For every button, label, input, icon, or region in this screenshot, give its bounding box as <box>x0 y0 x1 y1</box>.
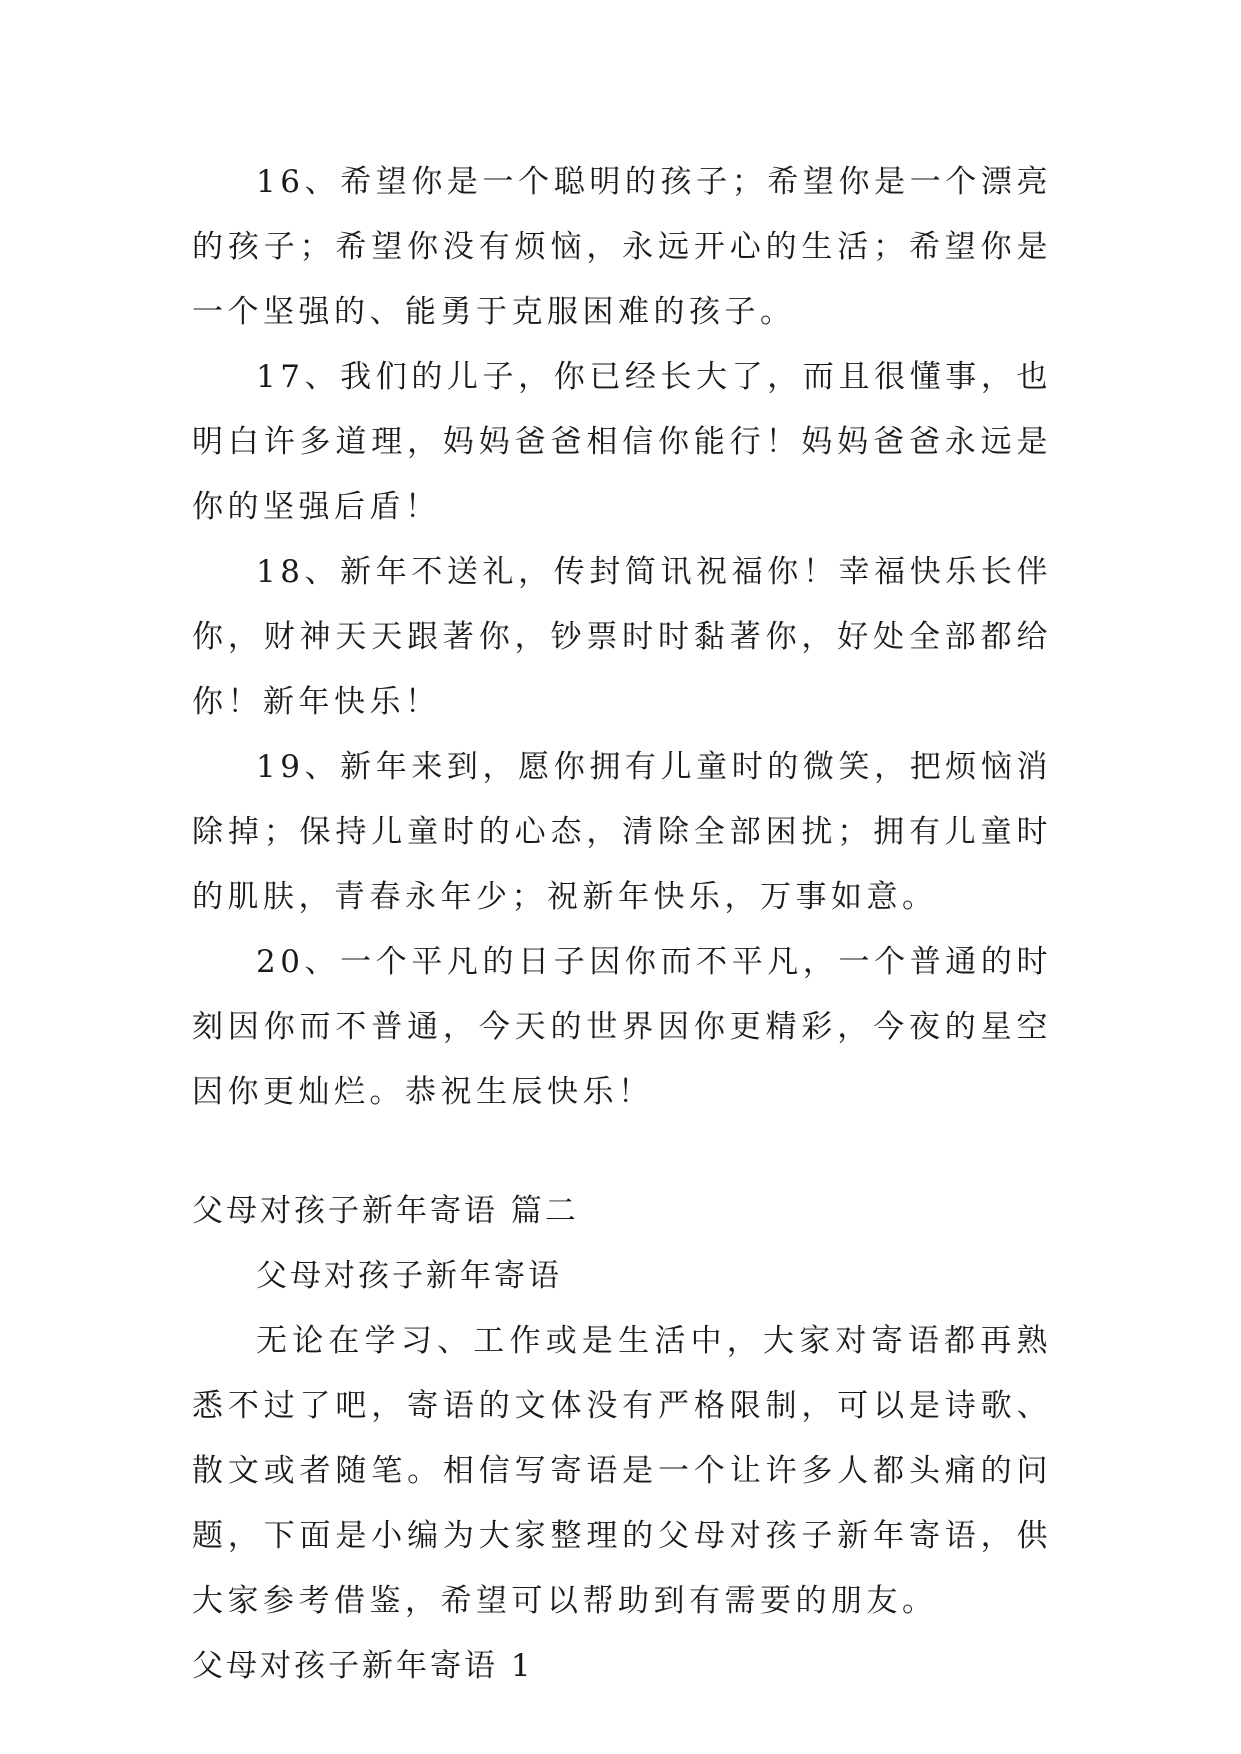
paragraph-18: 18、新年不送礼，传封简讯祝福你！幸福快乐长伴你，财神天天跟著你，钞票时时黏著你，好处全部都给你！新年快乐！ <box>192 554 1052 720</box>
item-heading: 父母对孩子新年寄语 1 <box>192 1648 534 1684</box>
paragraph-17: 17、我们的儿子，你已经长大了，而且很懂事，也明白许多道理，妈妈爸爸相信你能行！妈妈爸爸永远是你的坚强后盾！ <box>192 359 1052 525</box>
paragraph-19: 19、新年来到，愿你拥有儿童时的微笑，把烦恼消除掉；保持儿童时的心态，清除全部困扰；拥有儿童时的肌肤，青春永年少；祝新年快乐，万事如意。 <box>192 749 1052 915</box>
intro-paragraph: 无论在学习、工作或是生活中，大家对寄语都再熟悉不过了吧，寄语的文体没有严格限制，可以是诗歌、散文或者随笔。相信写寄语是一个让许多人都头痛的问题，下面是小编为大家整理的父母对孩子新年寄语，供大家参考借鉴，希望可以帮助到有需要的朋友。 <box>192 1323 1052 1619</box>
paragraph-16: 16、希望你是一个聪明的孩子；希望你是一个漂亮的孩子；希望你没有烦恼，永远开心的生活；希望你是一个坚强的、能勇于克服困难的孩子。 <box>192 164 1052 330</box>
paragraph-20: 20、一个平凡的日子因你而不平凡，一个普通的时刻因你而不普通，今天的世界因你更精彩，今夜的星空因你更灿烂。恭祝生辰快乐！ <box>192 944 1052 1110</box>
section-heading: 父母对孩子新年寄语 篇二 <box>192 1193 579 1229</box>
page-body <box>192 150 1052 1699</box>
sub-title: 父母对孩子新年寄语 <box>256 1258 562 1294</box>
section-gap <box>192 1125 1052 1179</box>
